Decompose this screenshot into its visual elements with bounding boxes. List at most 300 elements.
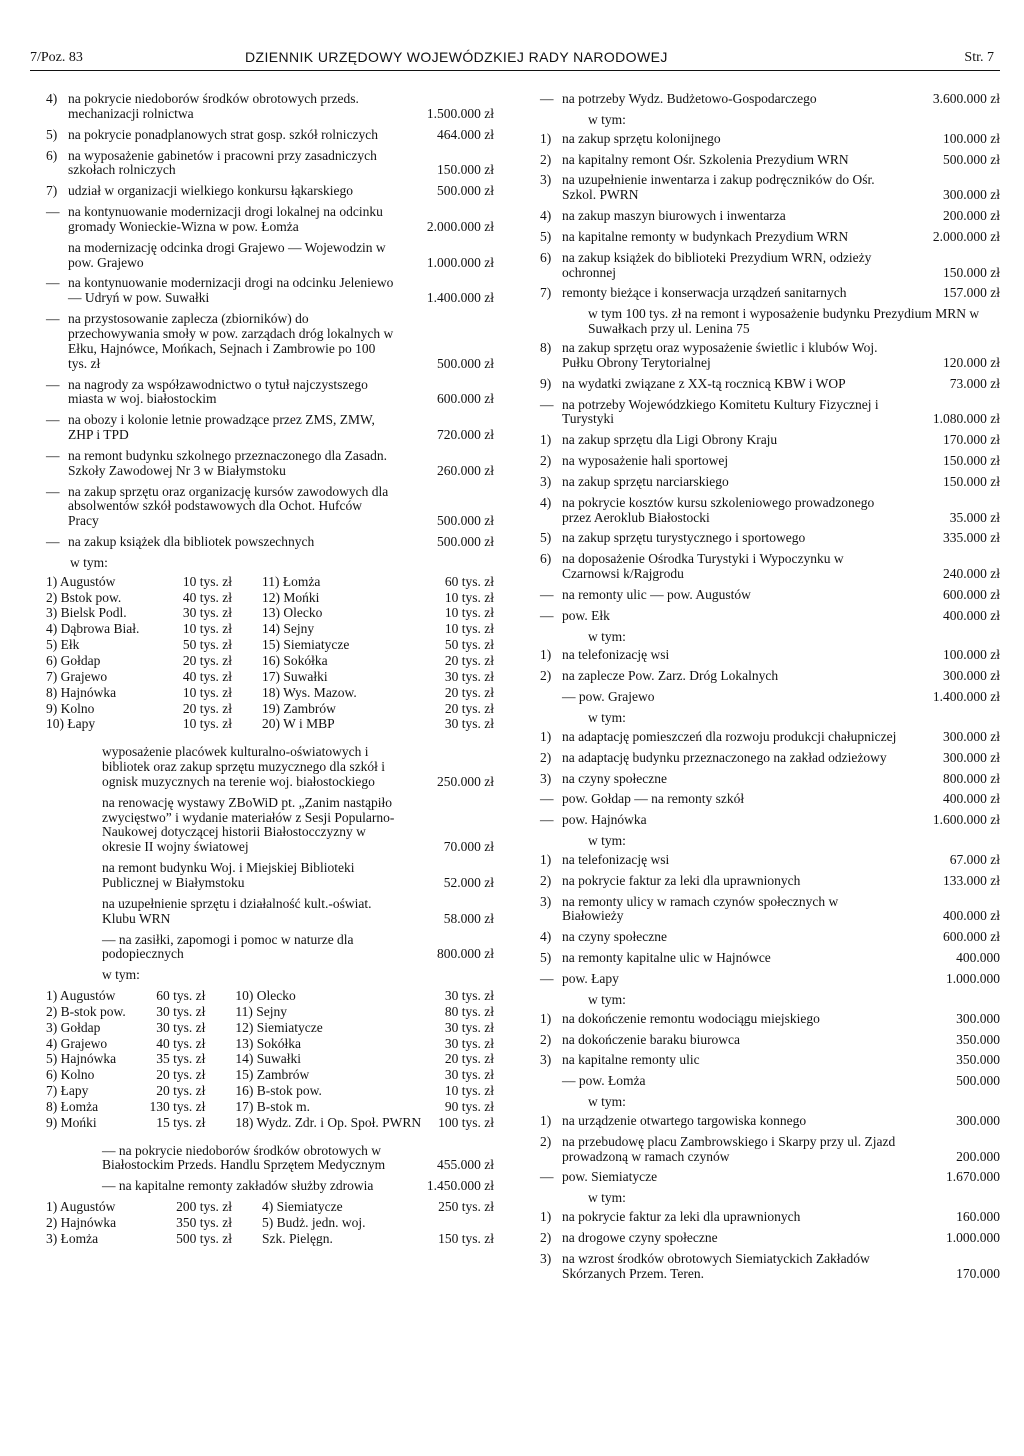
entry-amount: 500.000 zł [437, 513, 494, 529]
budget-entry [540, 730, 1000, 745]
entry-number: — [540, 970, 554, 986]
table-cell: 10 tys. zł [444, 605, 494, 621]
budget-entry [540, 1053, 1000, 1068]
budget-entry [540, 1210, 1000, 1225]
table-cell: 350 tys. zł [176, 1215, 232, 1230]
entry-number: 1) [540, 130, 552, 146]
entry-amount: 1.400.000 zł [932, 689, 1000, 705]
budget-entry [540, 92, 1000, 107]
budget-entry [540, 286, 1000, 301]
table-row [46, 702, 494, 718]
budget-entry [102, 1144, 494, 1174]
table-cell: 250 tys. zł [438, 1199, 494, 1215]
budget-entry [540, 972, 1000, 987]
budget-entry [46, 535, 494, 550]
table-cell: 18) Wys. Mazow. [262, 684, 357, 700]
library-distribution-table [46, 575, 494, 733]
entry-amount: 35.000 zł [949, 509, 1000, 525]
table-cell: 17) Suwałki [262, 668, 328, 684]
table-row [46, 1200, 494, 1216]
subheading: w tym: [588, 628, 626, 644]
table-cell: 100 tys. zł [438, 1114, 494, 1130]
table-cell: 10 tys. zł [444, 621, 494, 637]
entry-number: 1) [540, 1209, 552, 1225]
entry-amount: 300.000 [956, 1112, 1000, 1128]
entry-amount: 200.000 zł [943, 208, 1000, 224]
subheading: w tym: [588, 1094, 626, 1110]
table-cell: 30 tys. zł [444, 668, 494, 684]
table-cell: 20 tys. zł [156, 1067, 206, 1083]
entry-amount: 200.000 [956, 1148, 1000, 1164]
entry-number: 1) [540, 1112, 552, 1128]
right-column [540, 92, 1000, 1287]
table-row [46, 670, 494, 686]
entry-amount: 100.000 zł [943, 647, 1000, 663]
entry-number: 5) [540, 228, 552, 244]
subheading: w tym: [588, 1190, 626, 1206]
entry-number: 5) [46, 126, 58, 142]
budget-entry [540, 341, 1000, 371]
entry-amount: 600.000 zł [437, 391, 494, 407]
entry-amount: 350.000 [956, 1052, 1000, 1068]
entry-amount: 335.000 zł [943, 530, 1000, 546]
budget-entry [540, 853, 1000, 868]
table-cell: 16) B-stok pow. [235, 1083, 322, 1099]
table-cell: 18) Wydz. Zdr. i Op. Społ. PWRN [235, 1114, 422, 1130]
budget-entry [540, 895, 1000, 925]
entry-text: pow. Łapy [562, 970, 619, 986]
budget-entry [46, 449, 494, 479]
entry-number: 1) [540, 432, 552, 448]
table-row [46, 1068, 494, 1084]
table-cell: 4) Dąbrowa Biał. [46, 621, 140, 637]
entry-text: — na zasiłki, zapomogi i pomoc w naturze dla podopiecznych [102, 931, 354, 962]
table-cell: 8) Łomża [46, 1098, 99, 1114]
entry-amount: 2.000.000 zł [426, 218, 494, 234]
budget-entry [540, 792, 1000, 807]
budget-entry [540, 951, 1000, 966]
table-row [46, 1021, 494, 1037]
entry-text: wyposażenie placówek kulturalno-oświatowych i bibliotek oraz zakup sprzętu muzycznego dla szkół i ognisk muzycznych na terenie woj. białostockiego [102, 744, 386, 789]
entry-number: 1) [540, 1010, 552, 1026]
w-tym-label: w tym: [102, 967, 140, 983]
table-cell: 500 tys. zł [176, 1230, 232, 1246]
entry-amount: 464.000 zł [437, 126, 494, 142]
budget-entry [540, 173, 1000, 203]
entry-text: — na pokrycie niedoborów środków obrotowych w Białostockim Przeds. Handlu Sprzętem Medycznym [102, 1142, 386, 1173]
budget-entry [540, 874, 1000, 889]
budget-entry [540, 1252, 1000, 1282]
entry-number: 2) [540, 1031, 552, 1047]
table-cell: 5) Hajnówka [46, 1051, 117, 1067]
entry-text: na pokrycie ponadplanowych strat gosp. szkół rolniczych [68, 126, 379, 142]
left-top-entries [46, 92, 494, 550]
table-cell: 1) Augustów [46, 1199, 116, 1215]
budget-entry [46, 92, 494, 122]
entry-amount: 1.080.000 zł [932, 411, 1000, 427]
budget-entry [540, 648, 1000, 663]
entry-amount: 1.670.000 [946, 1169, 1000, 1185]
entry-number: 2) [540, 453, 552, 469]
table-cell: 20 tys. zł [444, 700, 494, 716]
entry-number: — [540, 791, 554, 807]
entry-amount: 1.450.000 zł [426, 1178, 494, 1194]
table-cell: 30 tys. zł [444, 1035, 494, 1051]
entry-text: na czyny społeczne [562, 770, 667, 786]
table-cell: 90 tys. zł [444, 1098, 494, 1114]
table-cell: 2) B-stok pow. [46, 1003, 126, 1019]
entry-number: 2) [540, 749, 552, 765]
entry-text: na uzupełnienie inwentarza i zakup podręczników do Ośr. Szkol. PWRN [562, 172, 875, 203]
entry-number: 5) [540, 950, 552, 966]
budget-entry [540, 1231, 1000, 1246]
budget-entry [540, 398, 1000, 428]
budget-entry [540, 813, 1000, 828]
table-cell: 20) W i MBP [262, 716, 335, 732]
entry-text: na kapitalne remonty ulic [562, 1052, 700, 1068]
entry-number: — [46, 483, 60, 499]
entry-text: udział w organizacji wielkiego konkursu łąkarskiego [68, 183, 354, 199]
entry-text: na modernizację odcinka drogi Grajewo — Wojewodzin w pow. Grajewo [68, 239, 386, 270]
entry-amount: 160.000 [956, 1209, 1000, 1225]
table-cell: 50 tys. zł [444, 637, 494, 653]
entry-number: 3) [540, 1250, 552, 1266]
entry-amount: 170.000 zł [943, 432, 1000, 448]
entry-number: 3) [540, 770, 552, 786]
entry-amount: 500.000 zł [943, 151, 1000, 167]
entry-number: — [540, 607, 554, 623]
table-cell: 10) Olecko [235, 988, 296, 1004]
budget-entry [540, 772, 1000, 787]
entry-number: 2) [540, 872, 552, 888]
entry-text: na pokrycie kosztów kursu szkoleniowego prowadzonego przez Aeroklub Białostocki [562, 494, 875, 525]
entry-amount: 133.000 zł [943, 872, 1000, 888]
budget-entry [102, 796, 494, 855]
entry-amount: 2.000.000 zł [932, 228, 1000, 244]
budget-entry [540, 690, 1000, 705]
table-cell: 6) Gołdap [46, 653, 101, 668]
entry-number: 3) [540, 893, 552, 909]
table-cell: 2) Hajnówka [46, 1215, 117, 1230]
budget-entry [102, 897, 494, 927]
table-cell: 20 tys. zł [156, 1083, 206, 1099]
entry-text: na przystosowanie zaplecza (zbiorników) do przechowywania smoły w pow. zarządach dróg lokalnych w Ełku, Hajnówce, Mońkach, Sejnach i Zambrowie po 100 tys. zł [68, 311, 394, 371]
budget-entry [46, 184, 494, 199]
budget-entry [540, 1170, 1000, 1185]
entry-text: pow. Siemiatycze [562, 1169, 658, 1185]
entry-number: — [46, 204, 60, 220]
entry-text: na zakup sprzętu oraz organizację kursów zawodowych dla absolwentów szkół podstawowych dla Ochot. Hufców Pracy [68, 483, 389, 529]
page-number: Str. 7 [964, 50, 994, 65]
budget-entry [540, 377, 1000, 392]
entry-text: na dokończenie remontu wodociągu miejskiego [562, 1010, 820, 1026]
table-row [46, 606, 494, 622]
entry-amount: 500.000 [956, 1073, 1000, 1089]
entry-text: na telefonizację wsi [562, 851, 670, 867]
entry-text: na zakup książek do biblioteki Prezydium WRN, odzieży ochronnej [562, 249, 872, 280]
budget-entry [540, 475, 1000, 490]
table-cell: 30 tys. zł [444, 1019, 494, 1035]
table-cell: 60 tys. zł [444, 573, 494, 589]
entry-amount: 400.000 zł [943, 607, 1000, 623]
budget-entry [46, 378, 494, 408]
budget-entry [540, 930, 1000, 945]
entry-number: 7) [46, 183, 58, 199]
entry-text: na renowację wystawy ZBoWiD pt. „Zanim nastąpiło zwycięstwo” i wydanie materiałów z Sesji Popularno-Naukowej dotyczącej historii Białostocczyzny w okresie II wojny światowej [102, 794, 395, 855]
entry-text: na pokrycie niedoborów środków obrotowych przeds. mechanizacji rolnictwa [68, 91, 359, 121]
entry-text: na urządzenie otwartego targowiska konnego [562, 1112, 807, 1128]
budget-entry [540, 433, 1000, 448]
entry-text: na wydatki związane z XX-tą rocznicą KBW i WOP [562, 375, 846, 391]
entry-amount: 300.000 [956, 1010, 1000, 1026]
table-row [46, 591, 494, 607]
table-cell: 80 tys. zł [444, 1003, 494, 1019]
table-cell: 14) Sejny [262, 621, 315, 637]
entry-number: — [46, 311, 60, 327]
entry-text: na zakup sprzętu turystycznego i sportowego [562, 530, 806, 546]
entry-text: na dokończenie baraku biurowca [562, 1031, 741, 1047]
table-row [46, 1052, 494, 1068]
entry-amount: 455.000 zł [437, 1157, 494, 1173]
budget-entry [102, 933, 494, 963]
entry-amount: 400.000 [956, 950, 1000, 966]
budget-entry [46, 485, 494, 530]
left-column [46, 92, 494, 1260]
table-cell: 7) Łapy [46, 1083, 89, 1099]
entry-text: na nagrody za współzawodnictwo o tytuł najczystszego miasta w woj. białostockim [68, 376, 368, 407]
journal-title: DZIENNIK URZĘDOWY WOJEWÓDZKIEJ RADY NARODOWEJ [245, 49, 668, 65]
table-cell: 14) Suwałki [235, 1051, 302, 1067]
entry-amount: 500.000 zł [437, 534, 494, 550]
health-distribution-table [46, 1200, 494, 1248]
entry-amount: 500.000 zł [437, 183, 494, 199]
entry-text: na zakup maszyn biurowych i inwentarza [562, 208, 786, 224]
table-cell: 30 tys. zł [444, 1067, 494, 1083]
entry-amount: 300.000 zł [943, 728, 1000, 744]
entry-text: na kontynuowanie modernizacji drogi lokalnej na odcinku gromady Wonieckie-Wizna w pow. Łomża [68, 204, 383, 234]
table-cell: 10 tys. zł [182, 684, 232, 700]
entry-text: na przebudowę placu Zambrowskiego i Skarpy przy ul. Zjazd prowadzoną w ramach czynów [562, 1133, 896, 1164]
entry-amount: 1.000.000 [946, 970, 1000, 986]
entry-amount: 1.600.000 zł [932, 812, 1000, 828]
table-row [46, 1005, 494, 1021]
entry-text: na zakup sprzętu oraz wyposażenie świetlic i klubów Woj. Pułku Obrony Terytorialnej [562, 339, 878, 370]
budget-entry [540, 1135, 1000, 1165]
table-row [46, 686, 494, 702]
table-cell [402, 1216, 494, 1232]
subheading: w tym: [588, 991, 626, 1007]
table-cell: 5) Ełk [46, 637, 80, 653]
entry-number: — [46, 412, 60, 428]
entry-number: 6) [540, 551, 552, 567]
entry-number: 4) [540, 494, 552, 510]
entry-number: 9) [540, 375, 552, 391]
budget-entry [46, 205, 494, 235]
entry-amount: 300.000 zł [943, 187, 1000, 203]
entry-amount: 800.000 zł [437, 946, 494, 962]
entry-text: na drogowe czyny społeczne [562, 1229, 718, 1245]
entry-number: 3) [540, 1052, 552, 1068]
budget-entry [540, 669, 1000, 684]
entry-number: 3) [540, 473, 552, 489]
budget-entry [540, 496, 1000, 526]
budget-entry [540, 1074, 1000, 1089]
entry-number: 7) [540, 285, 552, 301]
welfare-distribution-table [46, 989, 494, 1132]
entry-amount: 1.000.000 zł [426, 254, 494, 270]
table-cell: 2) Bstok pow. [46, 589, 122, 605]
table-row [46, 622, 494, 638]
entry-text: na zakup książek dla bibliotek powszechnych [68, 534, 315, 550]
budget-entry [540, 1012, 1000, 1027]
table-cell: 13) Olecko [262, 605, 323, 621]
table-cell: 6) Kolno [46, 1067, 95, 1083]
entry-amount: 350.000 [956, 1031, 1000, 1047]
table-row [46, 1084, 494, 1100]
entry-amount: 150.000 zł [943, 264, 1000, 280]
entry-number: — [540, 586, 554, 602]
entry-text: na potrzeby Wojewódzkiego Komitetu Kultury Fizycznej i Turystyki [562, 396, 879, 427]
entry-text: na wyposażenie gabinetów i pracowni przy zasadniczych szkołach rolniczych [68, 147, 377, 178]
table-row [46, 638, 494, 654]
entry-text: na obozy i kolonie letnie prowadzące przez ZMS, ZMW, ZHP i TPD [68, 412, 375, 443]
entry-number: 1) [540, 647, 552, 663]
table-cell: 9) Mońki [46, 1114, 97, 1130]
entry-amount: 240.000 zł [943, 566, 1000, 582]
entry-text: na remont budynku Woj. i Miejskiej Biblioteki Publicznej w Białymstoku [102, 860, 355, 890]
table-row [46, 654, 494, 670]
entry-number: — [540, 1169, 554, 1185]
entry-amount: 67.000 zł [949, 851, 1000, 867]
budget-entry [540, 251, 1000, 281]
entry-number: — [540, 396, 554, 412]
budget-entry [46, 276, 494, 306]
entry-amount: 73.000 zł [949, 375, 1000, 391]
table-row [46, 1232, 494, 1248]
table-cell: Szk. Pielęgn. [262, 1230, 333, 1246]
entry-number: 2) [540, 151, 552, 167]
table-cell: 15 tys. zł [156, 1114, 206, 1130]
table-cell: 10 tys. zł [444, 589, 494, 605]
entry-text: na potrzeby Wydz. Budżetowo-Gospodarczego [562, 91, 817, 106]
entry-amount: 260.000 zł [437, 462, 494, 478]
table-cell: 20 tys. zł [444, 1051, 494, 1067]
entry-text: na pokrycie faktur za leki dla uprawnionych [562, 872, 801, 888]
left-middle-entries [46, 745, 494, 962]
table-cell: 12) Siemiatycze [235, 1019, 323, 1035]
entry-text: na kapitalny remont Ośr. Szkolenia Prezydium WRN [562, 151, 849, 167]
budget-entry [540, 531, 1000, 546]
entry-number: 2) [540, 1133, 552, 1149]
entry-amount: 720.000 zł [437, 427, 494, 443]
subheading: w tym: [588, 710, 626, 725]
budget-entry [46, 241, 494, 271]
entry-text: na remonty kapitalne ulic w Hajnówce [562, 950, 771, 966]
entry-amount: 170.000 [956, 1265, 1000, 1281]
table-cell: 40 tys. zł [156, 1035, 206, 1051]
entry-text: na kapitalne remonty w budynkach Prezydium WRN [562, 228, 849, 244]
table-cell: 35 tys. zł [156, 1051, 206, 1067]
entry-number: — [540, 91, 554, 106]
table-cell: 40 tys. zł [182, 668, 232, 684]
table-row [46, 575, 494, 591]
entry-text: — pow. Łomża [562, 1073, 646, 1089]
entry-amount: 150.000 zł [943, 473, 1000, 489]
left-bottom-entries [46, 1144, 494, 1195]
entry-text: na pokrycie faktur za leki dla uprawnionych [562, 1209, 801, 1225]
table-cell: 10 tys. zł [182, 621, 232, 637]
table-cell: 10 tys. zł [444, 1083, 494, 1099]
budget-entry [46, 312, 494, 371]
entry-text: na kontynuowanie modernizacji drogi na odcinku Jeleniewo — Udryń w pow. Suwałki [68, 275, 394, 306]
table-cell: 150 tys. zł [438, 1230, 494, 1246]
entry-amount: 150.000 zł [943, 453, 1000, 469]
entry-number: 6) [46, 147, 58, 163]
entry-text: pow. Hajnówka [562, 812, 647, 828]
budget-entry [540, 153, 1000, 168]
table-cell: 130 tys. zł [149, 1098, 206, 1114]
entry-text: na doposażenie Ośrodka Turystyki i Wypoczynku w Czarnowsi k/Rajgrodu [562, 551, 844, 582]
budget-entry [540, 751, 1000, 766]
entry-text: na remonty ulicy w ramach czynów społecznych w Białowieży [562, 893, 839, 924]
table-cell: 3) Gołdap [46, 1019, 101, 1035]
table-cell: 1) Augustów [46, 573, 116, 589]
table-row [46, 1216, 494, 1232]
page-header [30, 44, 1000, 71]
entry-text: na zakup sprzętu dla Ligi Obrony Kraju [562, 432, 778, 448]
budget-entry [46, 149, 494, 179]
entry-amount: 400.000 zł [943, 908, 1000, 924]
table-cell: 13) Sokółka [235, 1035, 302, 1051]
table-cell: 3) Bielsk Podl. [46, 605, 127, 621]
table-cell: 8) Hajnówka [46, 684, 117, 700]
table-cell: 12) Mońki [262, 589, 320, 605]
table-row [46, 1100, 494, 1116]
entry-amount: 100.000 zł [943, 130, 1000, 146]
entry-number: 2) [540, 1229, 552, 1245]
entry-number: — [540, 812, 554, 828]
entry-amount: 150.000 zł [437, 162, 494, 178]
table-cell: 60 tys. zł [156, 988, 206, 1004]
entry-amount: 1.500.000 zł [426, 105, 494, 121]
entry-text: na czyny społeczne [562, 929, 667, 945]
budget-entry [540, 552, 1000, 582]
entry-number: 6) [540, 249, 552, 265]
entry-text: pow. Gołdap — na remonty szkół [562, 791, 745, 807]
entry-number: 4) [46, 91, 58, 106]
table-cell: 15) Zambrów [235, 1067, 310, 1083]
entry-number: — [46, 447, 60, 463]
entry-amount: 800.000 zł [943, 770, 1000, 786]
table-cell: 30 tys. zł [182, 605, 232, 621]
page-position: 7/Poz. 83 [30, 50, 83, 65]
entry-amount: 157.000 zł [943, 285, 1000, 301]
table-cell: 40 tys. zł [182, 589, 232, 605]
entry-amount: 1.000.000 [946, 1229, 1000, 1245]
entry-amount: 400.000 zł [943, 791, 1000, 807]
entry-text: na wyposażenie hali sportowej [562, 453, 729, 469]
table-cell: 9) Kolno [46, 700, 95, 716]
table-cell: 10 tys. zł [182, 716, 232, 732]
entry-text: na wzrost środków obrotowych Siemiatyckich Zakładów Skórzanych Przem. Teren. [562, 1250, 870, 1281]
entry-amount: 70.000 zł [443, 839, 494, 855]
table-cell: 20 tys. zł [182, 700, 232, 716]
entry-number: — [46, 275, 60, 291]
budget-entry [540, 1033, 1000, 1048]
entry-amount: 300.000 zł [943, 668, 1000, 684]
entry-number: 1) [540, 851, 552, 867]
entry-text: na telefonizację wsi [562, 647, 670, 663]
